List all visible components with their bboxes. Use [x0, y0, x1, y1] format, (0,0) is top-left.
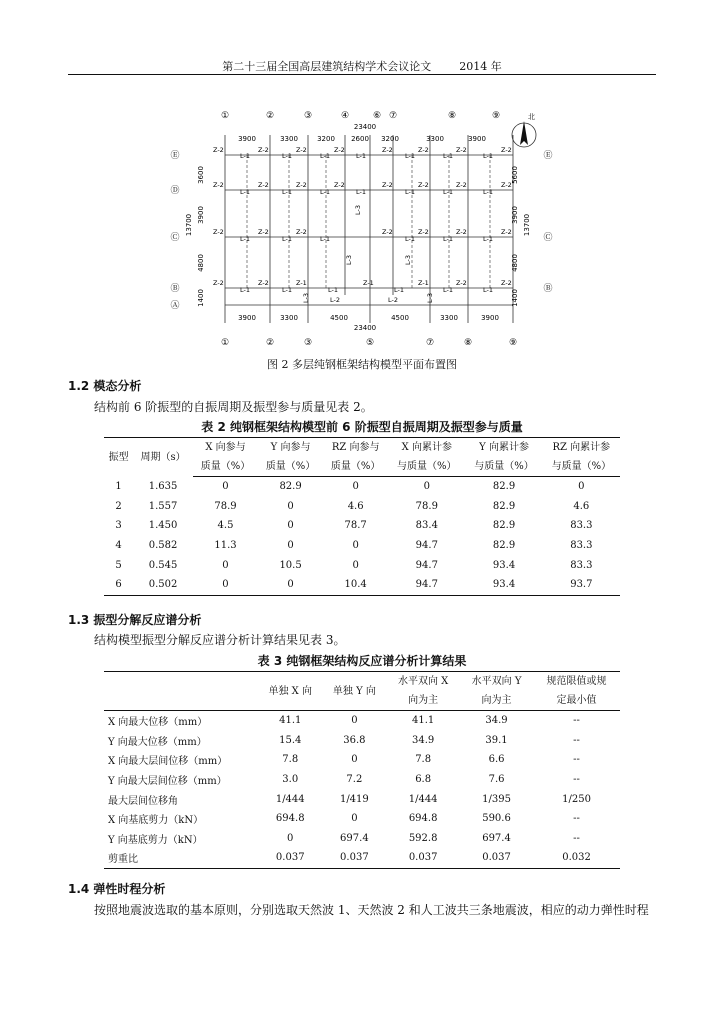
- table-cell: 3.0: [282, 774, 299, 786]
- t3-header-lim-2: 定最小值: [556, 695, 597, 706]
- table-cell: 0: [287, 500, 294, 512]
- label-z2: Z-2: [213, 146, 224, 154]
- dim-left-total: 13700: [185, 213, 193, 237]
- axis-1-top: ①: [220, 111, 230, 121]
- table-cell: 0.037: [482, 852, 511, 864]
- table-cell: 7.8: [415, 754, 432, 766]
- t2-header-rz-2: 质量（%）: [323, 457, 388, 477]
- table-cell: 1/395: [482, 793, 511, 805]
- table-cell: 0: [578, 481, 585, 493]
- label-l1: L-1: [240, 188, 250, 196]
- label-l3: L-3: [404, 255, 412, 265]
- table-cell: 0: [222, 481, 229, 493]
- label-l1: L-1: [405, 152, 415, 160]
- axis-C-right: Ⓒ: [543, 233, 553, 243]
- axis-4-top: ④: [340, 111, 350, 121]
- section-1-3-title: 1.3 振型分解反应谱分析: [68, 613, 202, 627]
- label-l1: L-1: [356, 188, 366, 196]
- dim-bottom-1: 3900: [238, 314, 256, 322]
- table-row: [104, 750, 620, 770]
- t2-header-yc-2: 与质量（%）: [465, 457, 542, 477]
- axis-B-left: Ⓑ: [170, 284, 180, 294]
- table-cell: 0.037: [340, 852, 369, 864]
- label-z2: Z-2: [296, 228, 307, 236]
- label-z2: Z-2: [213, 181, 224, 189]
- table-cell: 最大层间位移角: [108, 795, 178, 807]
- table-row: [104, 848, 620, 868]
- table-cell: 82.9: [492, 481, 516, 493]
- label-z2: Z-2: [456, 146, 467, 154]
- label-l1: L-1: [282, 286, 292, 294]
- dim-bottom-5: 3300: [440, 314, 458, 322]
- axis-C-left: Ⓒ: [170, 233, 180, 243]
- table-cell: 0.037: [408, 852, 438, 864]
- table-cell: 78.7: [344, 520, 367, 532]
- table-cell: 36.8: [343, 734, 366, 746]
- member-labels: [213, 146, 512, 304]
- label-l1: L-1: [282, 152, 292, 160]
- floor-plan-figure: [160, 105, 560, 345]
- table-cell: 0: [351, 813, 358, 825]
- header-year: 2014 年: [459, 60, 502, 73]
- table-2: [104, 437, 620, 596]
- table-cell: --: [573, 774, 580, 786]
- label-l1: L-1: [328, 286, 338, 294]
- table-cell: 1/444: [408, 793, 438, 805]
- table-cell: 41.1: [412, 715, 435, 727]
- table-cell: 0.502: [148, 579, 178, 591]
- table-row: [104, 711, 620, 731]
- axis-1-bottom: ①: [220, 338, 230, 345]
- table-cell: 0: [287, 520, 294, 532]
- table-cell: 82.9: [279, 481, 302, 493]
- table-cell: 0: [287, 832, 294, 844]
- table-cell: 10.4: [344, 579, 367, 591]
- table-cell: 0.582: [148, 540, 178, 552]
- t3-header-by: [460, 672, 533, 711]
- label-l1: L-1: [483, 286, 493, 294]
- table-cell: 82.9: [492, 520, 516, 532]
- total-dim-top: 23400: [353, 123, 377, 131]
- t3-header-lim-1: 规范限值或规: [546, 676, 607, 687]
- table-row: [104, 789, 620, 809]
- axis-E-right: Ⓔ: [543, 151, 553, 161]
- label-z2: Z-2: [456, 279, 467, 287]
- label-l1: L-1: [320, 235, 330, 243]
- table-cell: X 向最大位移（mm）: [108, 717, 208, 729]
- label-l1: L-1: [320, 188, 330, 196]
- table-cell: 4.6: [573, 500, 590, 512]
- table-cell: --: [573, 754, 580, 766]
- label-z1: Z-1: [418, 279, 429, 287]
- dim-bottom-4: 4500: [391, 314, 409, 322]
- table-cell: 697.4: [482, 832, 511, 844]
- t3-header-bx: [386, 672, 460, 711]
- header-title: 第二十三届全国高层建筑结构学术会议论文: [222, 60, 432, 73]
- label-z2: Z-2: [334, 146, 345, 154]
- label-l1: L-1: [282, 235, 292, 243]
- table-cell: 34.9: [485, 715, 508, 727]
- label-l1: L-1: [483, 235, 493, 243]
- label-z2: Z-2: [382, 181, 393, 189]
- table-cell: 590.6: [482, 813, 511, 825]
- axis-8-bottom: ⑧: [463, 338, 473, 345]
- dim-top-4: 2600: [351, 135, 369, 143]
- axis-2-top: ②: [265, 111, 275, 121]
- table-cell: 1.450: [148, 520, 178, 532]
- table-cell: 6: [115, 579, 122, 591]
- label-l1: L-1: [240, 286, 250, 294]
- dim-right-total: 13700: [523, 213, 531, 237]
- header-rule: [68, 74, 656, 75]
- table-row: [104, 555, 620, 575]
- table-cell: 4.5: [217, 520, 234, 532]
- axis-9-top: ⑨: [491, 111, 501, 121]
- axis-A-left: Ⓐ: [170, 301, 180, 311]
- t3-header-bx-1: 水平双向 X: [397, 676, 449, 687]
- t3-header-lim: [533, 672, 620, 711]
- table-cell: 11.3: [214, 540, 237, 552]
- table-cell: 3: [115, 520, 122, 532]
- axis-2-bottom: ②: [265, 338, 275, 345]
- t2-header-y-1: Y 向参与: [270, 442, 311, 453]
- table-cell: 1/250: [562, 793, 591, 805]
- table-cell: 83.4: [415, 520, 438, 532]
- section-1-2-title: 1.2 模态分析: [68, 379, 142, 393]
- label-l1: L-1: [483, 188, 493, 196]
- axis-letter-bubbles: [170, 150, 552, 311]
- label-z2: Z-2: [501, 181, 512, 189]
- table-cell: 0.545: [148, 559, 178, 571]
- table-cell: 0: [352, 481, 359, 493]
- label-z1: Z-1: [363, 279, 374, 287]
- table-cell: 0: [287, 579, 294, 591]
- t2-header-mode: 振型: [108, 451, 129, 463]
- table-cell: Y 向基底剪力（kN）: [108, 834, 203, 846]
- table-cell: 1.635: [148, 481, 178, 493]
- total-dim-bottom: 23400: [353, 324, 377, 332]
- axis-E-left: Ⓔ: [170, 151, 180, 161]
- t3-header-y: 单独 Y 向: [322, 672, 386, 711]
- table-cell: --: [573, 715, 580, 727]
- table-cell: 694.8: [408, 813, 438, 825]
- table-cell: 93.4: [492, 579, 516, 591]
- table-cell: 592.8: [408, 832, 438, 844]
- label-z2: Z-2: [501, 279, 512, 287]
- table-cell: 0: [287, 540, 294, 552]
- table-cell: 0: [351, 754, 358, 766]
- table-cell: --: [573, 832, 580, 844]
- table-cell: 0: [222, 579, 229, 591]
- table-cell: X 向基底剪力（kN）: [108, 815, 204, 827]
- label-l1: L-1: [282, 188, 292, 196]
- dim-right-4: 1400: [511, 289, 519, 307]
- table-cell: 1.557: [148, 500, 178, 512]
- table-cell: 93.7: [570, 579, 593, 591]
- t3-header-by-2: 向为主: [481, 695, 512, 706]
- label-l2: L-2: [388, 296, 398, 304]
- table-cell: 0: [351, 715, 358, 727]
- t2-header-xc-2: 与质量（%）: [388, 457, 465, 477]
- dim-bottom-2: 3300: [280, 314, 298, 322]
- axis-7-bottom: ⑦: [425, 338, 435, 345]
- dim-top-3: 3200: [317, 135, 335, 143]
- table-cell: 82.9: [492, 500, 516, 512]
- t2-header-rzc-1: RZ 向累计参: [552, 442, 611, 453]
- table-cell: 94.7: [415, 579, 438, 591]
- table-row: [104, 770, 620, 790]
- table-row: [104, 809, 620, 829]
- dim-left-3: 4800: [197, 254, 205, 272]
- table-cell: 0: [352, 540, 359, 552]
- dim-top-5: 3200: [381, 135, 399, 143]
- label-l1: L-1: [320, 152, 330, 160]
- label-l1: L-1: [405, 188, 415, 196]
- table-cell: 39.1: [485, 734, 508, 746]
- table-cell: 7.8: [282, 754, 299, 766]
- label-z2: Z-2: [418, 181, 429, 189]
- table-cell: 78.9: [214, 500, 237, 512]
- axis-B-right: Ⓑ: [543, 284, 553, 294]
- label-l1: L-1: [405, 235, 415, 243]
- table-3-caption: 表 3 纯钢框架结构反应谱分析计算结果: [257, 654, 467, 668]
- table-cell: 0: [222, 559, 229, 571]
- table-cell: 0: [423, 481, 430, 493]
- dim-top-6: 3300: [426, 135, 444, 143]
- table-cell: X 向最大层间位移（mm）: [108, 756, 228, 768]
- dim-right-3: 4800: [511, 254, 519, 272]
- label-l1: L-1: [443, 188, 453, 196]
- label-z2: Z-2: [418, 146, 429, 154]
- section-1-4-para: 按照地震波选取的基本原则，分别选取天然波 1、天然波 2 和人工波共三条地震波，相应的动力弹性时程: [94, 903, 649, 917]
- table-cell: 7.2: [346, 774, 363, 786]
- t2-header-y-2: 质量（%）: [258, 457, 323, 477]
- label-z2: Z-2: [334, 181, 345, 189]
- dim-right-1: 5600: [511, 166, 519, 184]
- table-cell: 93.4: [492, 559, 516, 571]
- table-cell: 0.037: [275, 852, 305, 864]
- t3-header-by-1: 水平双向 Y: [471, 676, 522, 687]
- label-l2: L-2: [330, 296, 340, 304]
- axis-8-top: ⑧: [447, 111, 457, 121]
- table-cell: 剪重比: [108, 854, 138, 866]
- label-z2: Z-2: [501, 228, 512, 236]
- table-cell: 5: [115, 559, 122, 571]
- table-cell: 1/444: [275, 793, 305, 805]
- section-1-4-title: 1.4 弹性时程分析: [68, 882, 166, 896]
- table-cell: --: [573, 734, 580, 746]
- label-z2: Z-2: [258, 181, 269, 189]
- label-z2: Z-2: [456, 181, 467, 189]
- table-cell: 82.9: [492, 540, 516, 552]
- table-cell: 697.4: [340, 832, 369, 844]
- t2-header-x-2: 质量（%）: [193, 457, 258, 477]
- table-row: [104, 536, 620, 556]
- table-cell: 83.3: [570, 559, 593, 571]
- table-cell: 83.3: [570, 540, 593, 552]
- north-arrow-pointer: [520, 121, 528, 145]
- table-cell: 1/419: [339, 793, 369, 805]
- label-l1: L-1: [443, 235, 453, 243]
- label-l1: L-1: [394, 286, 404, 294]
- table-cell: 15.4: [279, 734, 302, 746]
- table-2-caption: 表 2 纯钢框架结构模型前 6 阶振型自振周期及振型参与质量: [201, 420, 523, 434]
- axis-3-bottom: ③: [303, 338, 313, 345]
- table-cell: 6.6: [488, 754, 505, 766]
- label-l3: L-3: [426, 293, 434, 303]
- secondary-beams: [247, 155, 490, 288]
- table-cell: Y 向最大位移（mm）: [108, 736, 207, 748]
- axis-3-top: ③: [303, 111, 313, 121]
- table-cell: 94.7: [415, 540, 438, 552]
- label-z2: Z-2: [382, 228, 393, 236]
- dim-left-4: 1400: [197, 289, 205, 307]
- label-l1: L-1: [483, 152, 493, 160]
- table-cell: --: [573, 813, 580, 825]
- label-z2: Z-2: [418, 228, 429, 236]
- table-row: [104, 731, 620, 751]
- label-z2: Z-2: [501, 146, 512, 154]
- label-l1: L-1: [443, 152, 453, 160]
- table-cell: 0: [352, 559, 359, 571]
- section-1-3-para: 结构模型振型分解反应谱分析计算结果见表 3。: [94, 633, 346, 647]
- label-z2: Z-2: [258, 228, 269, 236]
- table-row: [104, 575, 620, 595]
- table-cell: 83.3: [570, 520, 593, 532]
- table-cell: 1: [115, 481, 122, 493]
- t2-header-x-1: X 向参与: [205, 442, 246, 453]
- label-z2: Z-2: [382, 146, 393, 154]
- dim-left-1: 3600: [197, 166, 205, 184]
- axis-5-bottom: ⑤: [365, 338, 375, 345]
- table-cell: 0.032: [562, 852, 591, 864]
- table-3: [104, 671, 620, 869]
- label-z2: Z-2: [296, 146, 307, 154]
- table-row: [104, 516, 620, 536]
- table-row: [104, 497, 620, 517]
- label-z2: Z-2: [213, 228, 224, 236]
- label-z1: Z-1: [296, 279, 307, 287]
- table-cell: Y 向最大层间位移（mm）: [108, 776, 227, 788]
- label-l1: L-1: [443, 286, 453, 294]
- t3-header-bx-2: 向为主: [408, 695, 439, 706]
- table-cell: 4: [115, 540, 122, 552]
- label-z2: Z-2: [258, 146, 269, 154]
- dim-top-1: 3900: [238, 135, 256, 143]
- label-l1: L-1: [356, 152, 366, 160]
- dim-right-2: 3900: [511, 206, 519, 224]
- label-l3: L-3: [354, 205, 362, 215]
- page-header: [68, 58, 656, 74]
- table-row: [104, 829, 620, 849]
- table-cell: 6.8: [415, 774, 432, 786]
- t3-header-blank: [104, 672, 258, 711]
- dim-left-2: 3900: [197, 206, 205, 224]
- table-cell: 2: [115, 500, 122, 512]
- table-cell: 41.1: [279, 715, 302, 727]
- label-l3: L-3: [345, 255, 353, 265]
- axis-9-bottom: ⑨: [508, 338, 518, 345]
- table-cell: 10.5: [279, 559, 302, 571]
- label-l1: L-1: [240, 152, 250, 160]
- t2-header-rzc-2: 与质量（%）: [543, 457, 620, 477]
- table-cell: 94.7: [415, 559, 438, 571]
- label-z2: Z-2: [213, 279, 224, 287]
- label-l1: L-1: [240, 235, 250, 243]
- figure-caption: 图 2 多层纯钢框架结构模型平面布置图: [267, 358, 457, 371]
- t2-header-rz-1: RZ 向参与: [331, 442, 380, 453]
- t2-header-yc-1: Y 向累计参: [479, 442, 529, 453]
- table-cell: 78.9: [415, 500, 438, 512]
- t2-header-xc-1: X 向累计参: [401, 442, 452, 453]
- label-z2: Z-2: [456, 228, 467, 236]
- north-label: 北: [528, 113, 535, 121]
- axis-7-top: ⑦: [388, 111, 398, 121]
- axis-6-top: ⑥: [372, 111, 382, 121]
- table-cell: 694.8: [275, 813, 305, 825]
- dim-top-2: 3300: [280, 135, 298, 143]
- table-cell: 34.9: [412, 734, 435, 746]
- north-arrow: [512, 112, 536, 147]
- axis-D-left: Ⓓ: [170, 186, 180, 196]
- dim-top-7: 3900: [468, 135, 486, 143]
- t3-header-x: 单独 X 向: [258, 672, 322, 711]
- table-cell: 4.6: [347, 500, 364, 512]
- label-z2: Z-2: [258, 279, 269, 287]
- dim-bottom-3: 4500: [330, 314, 348, 322]
- table-cell: 7.6: [488, 774, 505, 786]
- table-row: [104, 477, 620, 497]
- label-l3: L-3: [302, 293, 310, 303]
- dim-bottom-6: 3900: [481, 314, 499, 322]
- label-z2: Z-2: [296, 181, 307, 189]
- t2-header-period: 周期（s）: [140, 451, 186, 463]
- section-1-2-para: 结构前 6 阶振型的自振周期及振型参与质量见表 2。: [94, 400, 373, 414]
